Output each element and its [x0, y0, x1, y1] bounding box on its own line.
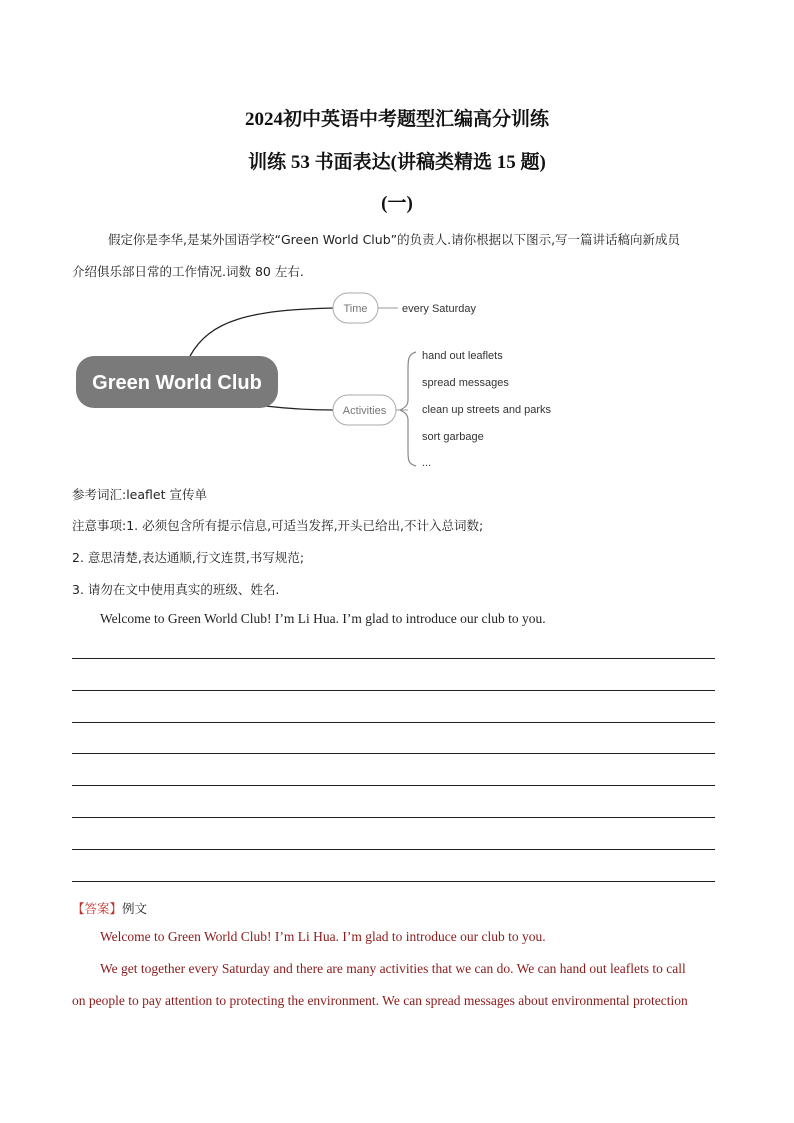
writing-line	[72, 658, 715, 659]
answer-label: 【答案】	[72, 901, 123, 916]
center-node	[76, 356, 278, 408]
page-title: 2024初中英语中考题型汇编高分训练	[244, 109, 549, 130]
prompt-line-2: 介绍俱乐部日常的工作情况.词数 80 左右.	[72, 264, 304, 279]
prompt-line-1: 假定你是李华,是某外国语学校“Green World Club”的负责人.请你根据以下图示,写一篇讲话稿向新成员	[108, 232, 681, 247]
answer-paragraph-2-line-1: We get together every Saturday and there are many activities that we can do. We can hand out leaflets to call	[100, 961, 686, 976]
writing-line	[72, 785, 715, 786]
writing-line	[72, 817, 715, 818]
time-node	[333, 293, 378, 323]
answer-label-suffix: 例文	[122, 901, 148, 916]
time-value: every Saturday	[402, 303, 476, 315]
note-2: 2. 意思清楚,表达通顺,行文连贯,书写规范;	[72, 550, 305, 565]
activity-item: hand out leaflets	[422, 350, 503, 362]
section-number: (一)	[381, 193, 413, 214]
writing-line	[72, 722, 715, 723]
activity-item: spread messages	[422, 377, 509, 389]
writing-line	[72, 690, 715, 691]
activities-node	[333, 395, 396, 425]
center-node-label: Green World Club	[92, 372, 262, 394]
writing-line	[72, 753, 715, 754]
page-subtitle: 训练 53 书面表达(讲稿类精选 15 题)	[248, 152, 546, 173]
vocab-note: 参考词汇:leaflet 宣传单	[72, 487, 207, 502]
activity-item: sort garbage	[422, 431, 484, 443]
opening-sentence: Welcome to Green World Club! I’m Li Hua. I’m glad to introduce our club to you.	[100, 611, 546, 626]
answer-paragraph-1: Welcome to Green World Club! I’m Li Hua. I’m glad to introduce our club to you.	[100, 929, 546, 944]
note-1: 注意事项:1. 必须包含所有提示信息,可适当发挥,开头已给出,不计入总词数;	[72, 518, 484, 533]
writing-line	[72, 881, 715, 882]
note-3: 3. 请勿在文中使用真实的班级、姓名.	[72, 582, 280, 597]
activities-node-label: Activities	[342, 405, 387, 417]
time-node-label: Time	[343, 303, 368, 315]
writing-line	[72, 849, 715, 850]
answer-paragraph-2-line-2: on people to pay attention to protecting the environment. We can spread messages about environmental protection	[72, 993, 688, 1008]
mindmap-diagram	[0, 290, 794, 470]
activity-item: clean up streets and parks	[422, 404, 552, 416]
activity-item: ...	[422, 457, 432, 469]
answer-heading	[72, 899, 147, 917]
